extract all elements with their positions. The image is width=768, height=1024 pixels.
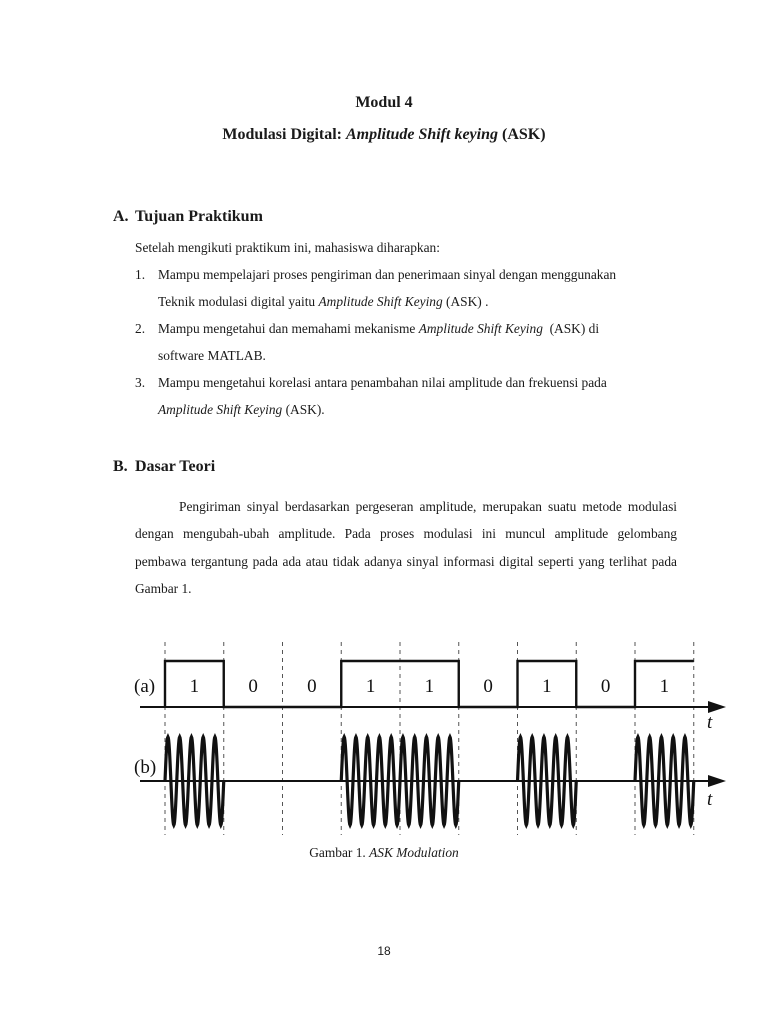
text-run: (ASK) di (542, 321, 600, 336)
label-a: (a) (134, 676, 156, 697)
bit-label: 0 (307, 676, 317, 697)
list-item-text (158, 315, 678, 369)
title-suffix: (ASK) (498, 126, 546, 143)
section-b-heading (113, 458, 215, 476)
title-prefix: Modulasi Digital: (222, 126, 346, 143)
bit-labels (190, 676, 670, 697)
list-item-text (158, 261, 678, 315)
section-a-title: Tujuan Praktikum (135, 208, 263, 225)
caption-prefix: Gambar 1. (309, 845, 370, 860)
module-number: Modul 4 (355, 94, 413, 111)
axis-a-t-label: t (707, 712, 713, 733)
bit-label: 1 (189, 676, 200, 697)
text-run-italic: Amplitude Shift Keying (318, 294, 443, 309)
axis-b-arrowhead (708, 775, 726, 787)
list-item-line (158, 315, 678, 342)
list-item-number: 2. (135, 321, 146, 336)
list-item-line (158, 288, 678, 315)
figure-caption (0, 845, 768, 861)
text-run: (ASK). (282, 402, 325, 417)
section-a-letter: A. (113, 208, 129, 225)
list-item-line: Mampu mempelajari proses pengiriman dan penerimaan sinyal dengan menggunakan (158, 267, 617, 282)
bit-label: 1 (424, 676, 435, 697)
section-a-intro: Setelah mengikuti praktikum ini, mahasiswa diharapkan: (135, 240, 440, 255)
text-run: (ASK) . (442, 294, 489, 309)
list-item-number: 3. (135, 375, 146, 390)
title-italic: Amplitude Shift keying (345, 126, 498, 143)
list-item-line: software MATLAB. (158, 348, 266, 363)
bit-label: 0 (483, 676, 493, 697)
page-title (0, 126, 768, 144)
bit-label: 0 (248, 676, 258, 697)
text-run-italic: Amplitude Shift Keying (418, 321, 543, 336)
axis-b-t-label: t (707, 789, 713, 810)
list-item-line: Mampu mengetahui korelasi antara penambahan nilai amplitude dan frekuensi pada (158, 375, 607, 390)
list-item-number: 1. (135, 267, 146, 282)
bit-label: 1 (659, 676, 670, 697)
bit-label: 1 (365, 676, 376, 697)
section-b-paragraph: Pengiriman sinyal berdasarkan pergeseran amplitude, merupakan suatu metode modulasi dengan mengubah-ubah amplitude. Pada proses modulasi ini muncul amplitude gelombang pembawa tergantung pada ada atau tidak adanya sinyal informasi digital seperti yang terlihat pada Gambar 1. (135, 499, 677, 596)
caption-italic: ASK Modulation (369, 845, 459, 860)
text-run-italic: Amplitude Shift Keying (158, 402, 283, 417)
ask-modulation-figure (0, 630, 768, 840)
list-item-line (158, 396, 678, 423)
section-b-letter: B. (113, 458, 128, 475)
label-b: (b) (134, 757, 157, 778)
section-a-heading (113, 208, 263, 226)
bit-label: 1 (542, 676, 552, 697)
text-run: Mampu mengetahui dan memahami mekanisme (158, 321, 419, 336)
list-item-text (158, 369, 678, 423)
page-number: 18 (377, 944, 391, 958)
bit-label: 0 (600, 676, 611, 697)
text-run: Teknik modulasi digital yaitu (158, 294, 319, 309)
section-b-title: Dasar Teori (135, 458, 216, 475)
